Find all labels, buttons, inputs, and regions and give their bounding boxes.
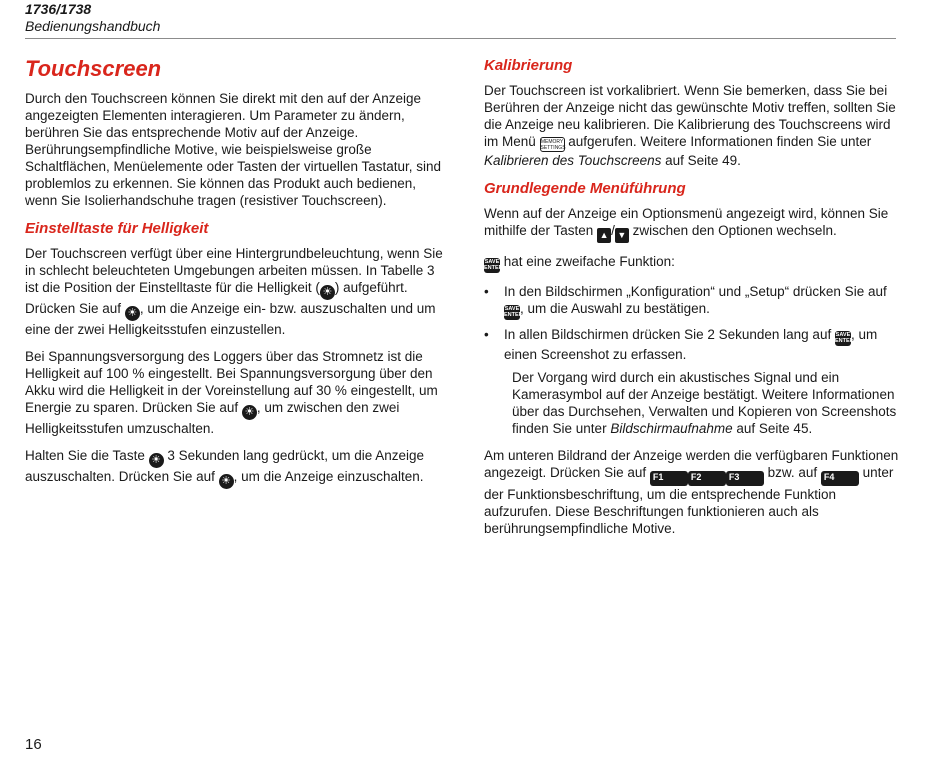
brightness-icon: ☀: [320, 285, 335, 300]
subsection-title-brightness: Einstelltaste für Helligkeit: [25, 220, 209, 237]
list-item: • In allen Bildschirmen drücken Sie 2 Sekunden lang auf SAVE ENTER, um einen Screenshot zu erfassen.: [484, 326, 904, 363]
manual-title: Bedienungshandbuch: [25, 18, 161, 34]
brightness-paragraph-2: Bei Spannungsversorgung des Loggers über das Stromnetz ist die Helligkeit auf 100 % eingestellt. Bei Spannungsversorgung über den Akku wird die Helligkeit in der Voreinstellung auf 30 % eingestellt, um Energie zu sparen. Drücken Sie auf ☀ , um zwischen den zwei Helligkeitsstufen umzuschalten.: [25, 349, 438, 436]
screenshot-note: Der Vorgang wird durch ein akustisches Signal und ein Kamerasymbol auf der Anzeige bestätigt. Weitere Informationen über das Durchsehen, Verwalten und Kopieren von Screenshots finden Sie unter Bildschirmaufnahme auf Seite 45.: [512, 370, 897, 436]
brightness-icon: ☀: [125, 306, 140, 321]
menu-paragraph: Wenn auf der Anzeige ein Optionsmenü angezeigt wird, können Sie mithilfe der Tasten ▲ / ▼ zwischen den Optionen wechseln.: [484, 205, 904, 243]
header-divider: [25, 38, 896, 39]
brightness-icon: ☀: [149, 453, 164, 468]
arrow-up-key-icon: ▲: [597, 228, 611, 243]
section-title-touchscreen: Touchscreen: [25, 56, 162, 81]
f1-key-icon: F1: [650, 471, 688, 486]
page-header: [25, 1, 160, 35]
intro-paragraph: Durch den Touchscreen können Sie direkt mit den auf der Anzeige angezeigten Elementen interagieren. Um Parameter zu ändern, berühren Sie das entsprechende Motiv auf der Anzeige. Berührungsempfindliche Motive, wie beispielsweise große Schaltflächen, Menüelemente oder Tasten der virtuellen Tastatur, sind problemlos zu erkennen. Sie können das Produkt auch bedienen, wenn Sie Isolierhandschuhe tragen (resistiver Touchscreen).: [25, 91, 442, 208]
brightness-icon: ☀: [242, 405, 257, 420]
subsection-title-menu: Grundlegende Menüführung: [484, 180, 686, 197]
function-keys-paragraph: Am unteren Bildrand der Anzeige werden die verfügbaren Funktionen angezeigt. Drücken Sie auf F1 F2 F3 bzw. auf F4 unter der Funktionsbeschriftung, um die entsprechende Funktion aufzurufen. Diese Beschriftungen funktionieren auch als berührungsempfindliche Motive.: [484, 448, 899, 536]
page-number: 16: [25, 736, 42, 753]
brightness-icon: ☀: [219, 474, 234, 489]
brightness-paragraph-3: Halten Sie die Taste ☀ 3 Sekunden lang gedrückt, um die Anzeige auszuschalten. Drücken Sie auf ☀ , um die Anzeige einzuschalten.: [25, 448, 425, 487]
right-column: [484, 52, 904, 547]
dual-function-paragraph: SAVE ENTER hat eine zweifache Funktion:: [484, 254, 675, 271]
save-enter-key-icon: SAVE ENTER: [484, 259, 503, 271]
arrow-down-key-icon: ▼: [615, 228, 629, 243]
f2-key-icon: F2: [688, 471, 726, 486]
list-item: • In den Bildschirmen „Konfiguration“ und „Setup“ drücken Sie auf SAVE ENTER, um die Auswahl zu bestätigen.: [484, 283, 904, 320]
brightness-paragraph-1: Der Touchscreen verfügt über eine Hintergrundbeleuchtung, wenn Sie in schlecht beleuchteten Umgebungen arbeiten müssen. In Tabelle 3 ist die Position der Einstelltaste für die Helligkeit ( ☀ ) aufgeführt. Drücken Sie auf ☀ , um die Anzeige ein- bzw. auszuschalten und um eine der zwei Helligkeitsstufen einzustellen.: [25, 246, 443, 337]
f3-key-icon: F3: [726, 471, 764, 486]
screenshot-reference: Bildschirmaufnahme: [610, 421, 733, 436]
dual-function-list: [484, 283, 904, 363]
subsection-title-calibration: Kalibrierung: [484, 57, 573, 74]
save-enter-key-icon: SAVE ENTER: [834, 332, 854, 344]
memory-settings-key-icon: MEMORY SETTINGS: [540, 139, 566, 151]
calibration-reference: Kalibrieren des Touchscreens: [484, 153, 662, 168]
save-enter-key-icon: SAVE ENTER: [504, 306, 523, 318]
calibration-paragraph: Der Touchscreen ist vorkalibriert. Wenn Sie bemerken, dass Sie bei Berühren der Anzeige nicht das gewünschte Motiv treffen, sollten Sie die Anzeige neu kalibrieren. Die Kalibrierung des Touchscreens wird im Menü MEMORY SETTINGS aufgerufen. Weitere Informationen finden Sie unter Kalibrieren des Touchscreens auf Seite 49.: [484, 83, 896, 168]
f4-key-icon: F4: [821, 471, 859, 486]
model-number: 1736/1738: [25, 1, 92, 17]
left-column: [25, 52, 445, 499]
